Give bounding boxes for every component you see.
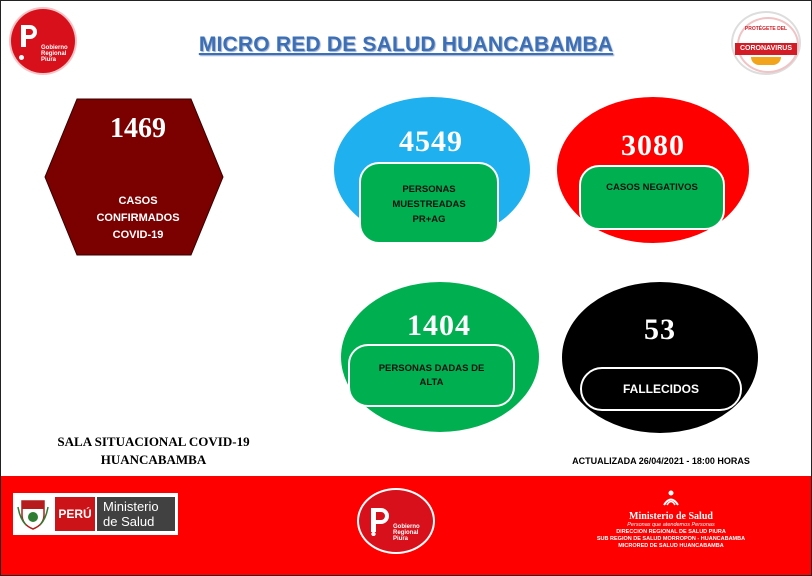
logo-text: Gobierno Regional Piura — [41, 45, 68, 63]
sampled-value: 4549 — [399, 125, 463, 158]
minsa-line: SUB REGION DE SALUD MORROPON - HUANCABAMBA — [596, 536, 746, 542]
discharged-value: 1404 — [407, 309, 471, 342]
p-icon — [369, 506, 391, 536]
family-icon — [662, 490, 680, 506]
minsa-line: DIRECCION REGIONAL DE SALUD PIURA — [616, 529, 726, 535]
gobierno-regional-logo — [11, 9, 75, 73]
minsa-line: MICRORED DE SALUD HUANCABAMBA — [618, 543, 724, 549]
sala-situacional-caption: SALA SITUACIONAL COVID-19 HUANCABAMBA — [57, 434, 250, 467]
negative-value: 3080 — [621, 129, 685, 162]
confirmed-value: 1469 — [110, 113, 166, 144]
coronavirus-badge — [731, 11, 801, 75]
coat-of-arms-icon — [16, 497, 50, 531]
page-title: MICRO RED DE SALUD HUANCABAMBA — [198, 33, 614, 56]
badge-stripe — [751, 57, 781, 65]
peru-label: PERÚ — [55, 497, 95, 531]
badge-main-text: CORONAVIRUS — [735, 43, 797, 55]
confirmed-label: CASOS CONFIRMADOS COVID-19 — [96, 195, 180, 241]
footer-bar — [1, 476, 811, 575]
confirmed-cases-card — [43, 97, 225, 262]
discharged-label-box: PERSONAS DADAS DE ALTA — [348, 344, 515, 407]
gobierno-regional-footer-logo — [357, 488, 435, 554]
footer-logo-text: Gobierno Regional Piura — [393, 524, 420, 542]
peru-ministerio-logo — [13, 493, 178, 535]
minsa-logo-block — [571, 490, 771, 550]
deceased-value: 53 — [644, 313, 676, 346]
minsa-tagline: Personas que atendemos Personas — [627, 522, 715, 528]
p-icon — [19, 23, 39, 53]
ministerio-label: Ministerio de Salud — [97, 497, 175, 531]
badge-top-text: PROTÉGETE DEL — [744, 26, 788, 32]
minsa-title: Ministerio de Salud — [629, 511, 713, 522]
sampled-label-box: PERSONAS MUESTREADAS PR+AG — [359, 162, 499, 244]
updated-timestamp: ACTUALIZADA 26/04/2021 - 18:00 HORAS — [572, 456, 750, 466]
deceased-label-box: FALLECIDOS — [580, 367, 742, 411]
negative-label-box: CASOS NEGATIVOS — [579, 165, 725, 230]
dot-icon — [19, 55, 24, 60]
